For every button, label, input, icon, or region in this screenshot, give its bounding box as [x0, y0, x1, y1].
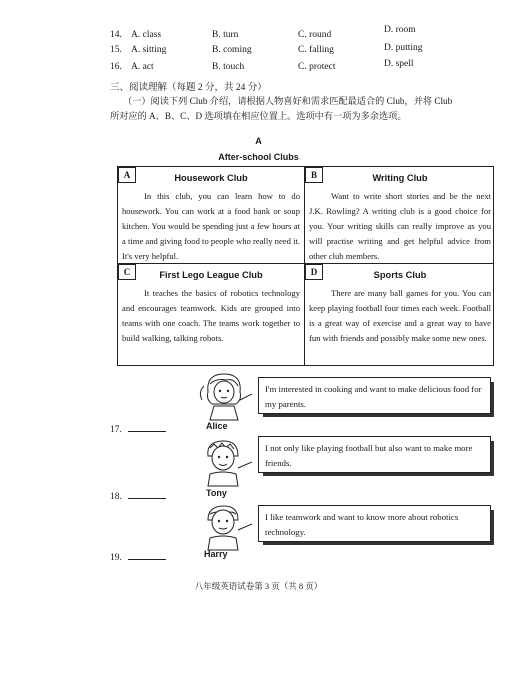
- club-description: There are many ball games for you. You can keep playing football four times each week. Football is a great way of exercise and a great way to have fun with friends and possibly make some new ones.: [309, 288, 491, 343]
- speech-bubble-alice: [258, 377, 491, 414]
- question-17: [110, 423, 166, 435]
- option-b: B. coming: [212, 45, 252, 55]
- question-number: 19.: [110, 553, 122, 563]
- instruction-line-1: （一）阅读下列 Club 介绍，请根据人物喜好和需求匹配最适合的 Club，并将 Club: [123, 96, 453, 106]
- club-title: Housework Club: [174, 173, 248, 183]
- club-letter: A: [118, 167, 136, 183]
- speech-text: I not only like playing football but also want to make more friends.: [265, 443, 473, 468]
- section-heading: 三、阅读理解（每题 2 分，共 24 分）: [110, 83, 267, 93]
- option-d: D. spell: [384, 59, 414, 69]
- person-name-tony: Tony: [206, 488, 227, 498]
- page-footer: 八年级英语试卷第 3 页（共 8 页）: [194, 581, 323, 591]
- question-19: [110, 551, 166, 563]
- club-card-a: [118, 167, 304, 263]
- question-number: 18.: [110, 492, 122, 502]
- option-a: A. class: [131, 30, 162, 40]
- club-description: In this club, you can learn how to do housework. You can work at a food bank or soup kitchen. You would be spending just a few hours at a time and giving food to people who really need it. It's very helpful.: [122, 191, 300, 261]
- answer-blank-19[interactable]: [128, 551, 166, 560]
- club-letter: C: [118, 264, 136, 280]
- person-name-harry: Harry: [204, 549, 228, 559]
- option-c: C. protect: [298, 62, 336, 72]
- girl-portrait-icon: [196, 370, 252, 422]
- question-number: 17.: [110, 425, 122, 435]
- option-b: B. touch: [212, 62, 245, 72]
- club-letter: B: [305, 167, 323, 183]
- option-a: A. act: [131, 62, 154, 72]
- boy-portrait-icon: [194, 500, 252, 552]
- club-title: Writing Club: [372, 173, 428, 183]
- option-a: A. sitting: [131, 45, 167, 55]
- club-card-c: [118, 264, 304, 367]
- speech-bubble-harry: [258, 505, 491, 542]
- boy-portrait-icon: [194, 436, 252, 488]
- option-row-16: [0, 59, 517, 78]
- club-title: Sports Club: [373, 270, 427, 280]
- speech-text: I like teamwork and want to know more about robotics technology.: [265, 512, 459, 537]
- option-d: D. room: [384, 25, 416, 35]
- club-card-d: [305, 264, 495, 367]
- option-d: D. putting: [384, 43, 423, 53]
- option-c: C. round: [298, 30, 332, 40]
- person-name-alice: Alice: [206, 421, 228, 431]
- club-letter: D: [305, 264, 323, 280]
- passage-label: A: [255, 136, 262, 146]
- option-row-15: [0, 45, 517, 61]
- option-b: B. turn: [212, 30, 239, 40]
- club-description: Want to write short stories and be the next J.K. Rowling? A writing club is a good choice for you. Your writing skills can really improve as you will practise writing and get helpful advice from other club members.: [309, 191, 491, 261]
- instruction-line-2: 所对应的 A、B、C、D 选项填在相应位置上。选项中有一项为多余选项。: [110, 111, 407, 121]
- club-card-b: [305, 167, 495, 263]
- club-grid: [117, 166, 494, 366]
- question-number: 14.: [110, 30, 122, 40]
- option-c: C. falling: [298, 45, 334, 55]
- question-number: 16.: [110, 62, 122, 72]
- speech-text: I'm interested in cooking and want to make delicious food for my parents.: [265, 384, 482, 409]
- speech-bubble-tony: [258, 436, 491, 473]
- passage-title: After-school Clubs: [218, 152, 299, 162]
- club-title: First Lego League Club: [159, 270, 263, 280]
- question-18: [110, 490, 166, 502]
- answer-blank-17[interactable]: [128, 423, 166, 432]
- question-number: 15.: [110, 45, 122, 55]
- option-row-14: [0, 25, 517, 46]
- club-description: It teaches the basics of robotics technology and encourages teamwork. Kids are grouped into teams with one coach. The teams work together to build walking, talking robots.: [122, 288, 300, 343]
- answer-blank-18[interactable]: [128, 490, 166, 499]
